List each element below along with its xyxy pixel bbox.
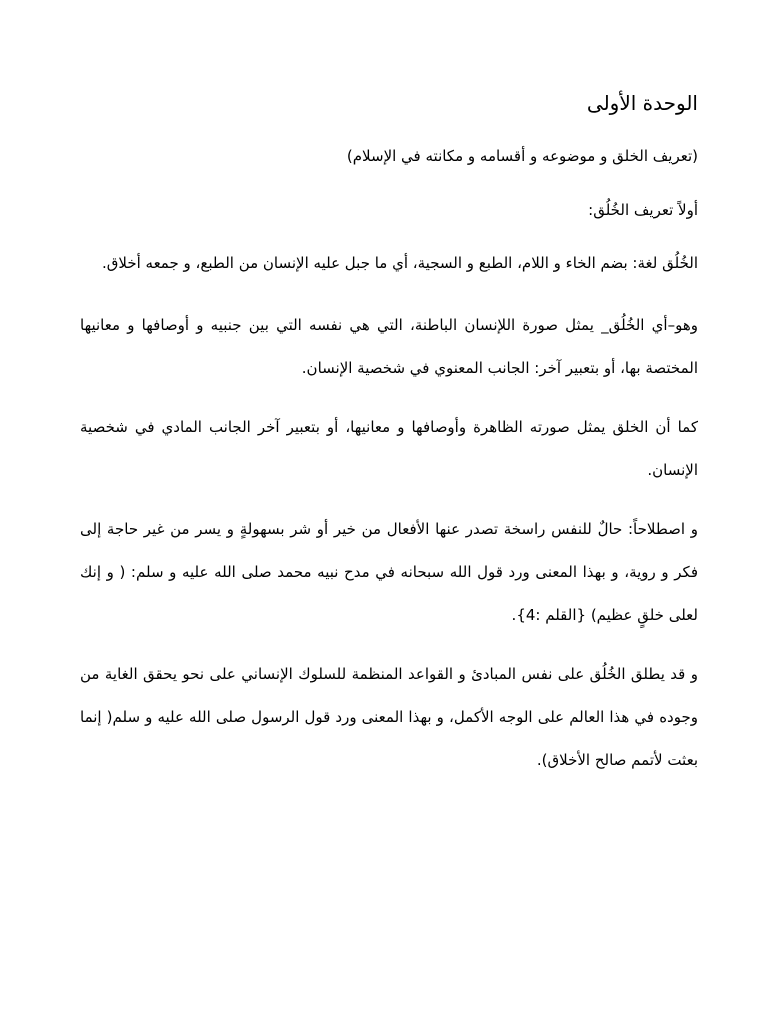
paragraph-principles-definition: و قد يطلق الخُلُق على نفس المبادئ و القواعد المنظمة للسلوك الإنساني على نحو يحقق الغاية من وجوده في هذا العالم على الوجه الأكمل، و بهذا المعنى ورد قول الرسول صلى الله عليه و سلم( إنما بعثت لأتمم صالح الأخلاق). <box>80 665 698 769</box>
document-page <box>80 86 698 798</box>
section-heading: أولاً تعريف الخُلُق: <box>588 201 698 219</box>
unit-title: الوحدة الأولى <box>586 91 698 115</box>
paragraph-inner-form: وهو–أي الخُلُق_ يمثل صورة اللإنسان الباطنة، التي هي نفسه التي بين جنبيه و أوصافها و معانيها المختصة بها، أو بتعبير آخر: الجانب المعنوي في شخصية الإنسان. <box>80 316 698 377</box>
paragraph-technical-definition: و اصطلاحاً: حالٌ للنفس راسخة تصدر عنها الأفعال من خير أو شر بسهولةٍ و يسر من غير حاجة إلى فكر و روية، و بهذا المعنى ورد قول الله سبحانه في مدح نبيه محمد صلى الله عليه و سلم: ( و إنك لعلى خلقٍ عظيم) {القلم :4}. <box>80 520 698 624</box>
paragraph-outer-form: كما أن الخلق يمثل صورته الظاهرة وأوصافها و معانيها، أو بتعبير آخر الجانب المادي في شخصية الإنسان. <box>80 418 698 479</box>
unit-subtitle: (تعريف الخلق و موضوعه و أقسامه و مكانته في الإسلام) <box>346 147 698 165</box>
paragraph-linguistic-definition: الخُلُق لغة: بضم الخاء و اللام، الطبع و السجية، أي ما جبل عليه الإنسان من الطبع، و جمعه أخلاق. <box>101 254 698 272</box>
